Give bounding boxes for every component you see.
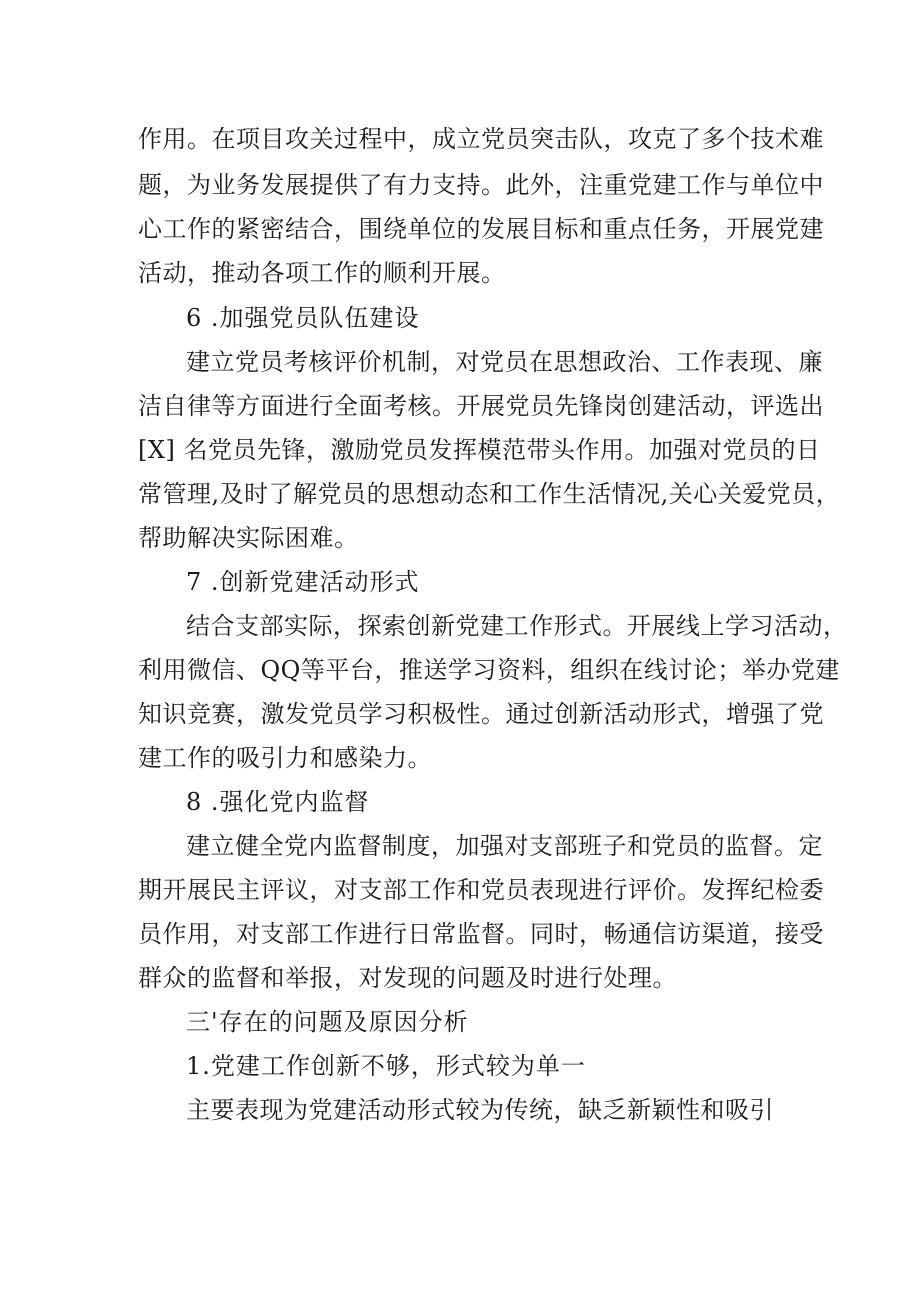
paragraph-line: 建工作的吸引力和感染力。 — [138, 744, 432, 772]
paragraph-line: 题，为业务发展提供了有力支持。此外，注重党建工作与单位中 — [138, 171, 824, 199]
paragraph-line: 作用。在项目攻关过程中，成立党员突击队，攻克了多个技术难 — [138, 125, 824, 153]
paragraph-line: 结合支部实际，探索创新党建工作形式。开展线上学习活动， — [186, 612, 848, 640]
paragraph-line: 群众的监督和举报，对发现的问题及时进行处理。 — [138, 964, 677, 992]
paragraph-line: 知识竞赛，激发党员学习积极性。通过创新活动形式，增强了党 — [138, 700, 824, 728]
subsection-heading-1: 1.党建工作创新不够，形式较为单一 — [186, 1052, 586, 1080]
paragraph-line: 活动，推动各项工作的顺利开展。 — [138, 259, 506, 287]
paragraph-line: 帮助解决实际困难。 — [138, 524, 359, 552]
section-heading-6: 6 .加强党员队伍建设 — [186, 304, 420, 332]
paragraph-line: 主要表现为党建活动形式较为传统，缺乏新颖性和吸引 — [186, 1096, 774, 1124]
paragraph-line: 利用微信、QQ等平台，推送学习资料，组织在线讨论；举办党建 — [138, 656, 840, 684]
paragraph-line: 员作用，对支部工作进行日常监督。同时，畅通信访渠道，接受 — [138, 920, 824, 948]
paragraph-line: [X] 名党员先锋，激励党员发挥模范带头作用。加强对党员的日 — [138, 436, 821, 464]
paragraph-line: 洁自律等方面进行全面考核。开展党员先锋岗创建活动，评选出 — [138, 392, 824, 420]
paragraph-line: 心工作的紧密结合，围绕单位的发展目标和重点任务，开展党建 — [138, 215, 824, 243]
section-heading-7: 7 .创新党建活动形式 — [186, 568, 420, 596]
paragraph-line: 期开展民主评议，对支部工作和党员表现进行评价。发挥纪检委 — [138, 876, 824, 904]
paragraph-line: 建立党员考核评价机制，对党员在思想政治、工作表现、廉 — [186, 348, 823, 376]
section-heading-8: 8 .强化党内监督 — [186, 788, 370, 816]
chapter-heading-3: 三'存在的问题及原因分析 — [186, 1008, 469, 1036]
paragraph-line: 建立健全党内监督制度，加强对支部班子和党员的监督。定 — [186, 832, 823, 860]
paragraph-line: 常管理,及时了解党员的思想动态和工作生活情况,关心关爱党员， — [138, 480, 841, 508]
